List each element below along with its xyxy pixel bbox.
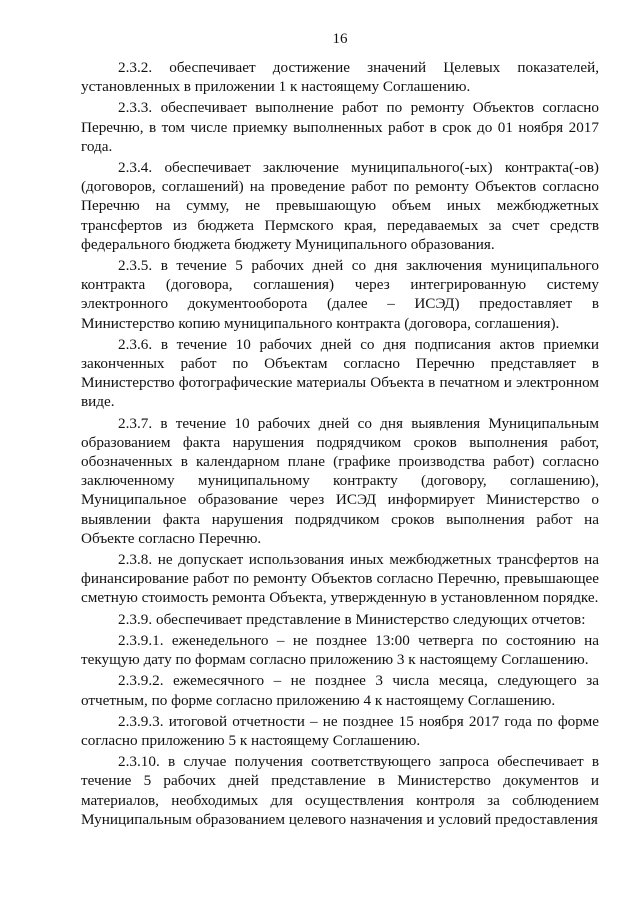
paragraph-2-3-9-2: 2.3.9.2. ежемесячного – не позднее 3 числа месяца, следующего за отчетным, по форме согласно приложению 4 к настоящему Соглашению. (81, 672, 599, 709)
paragraph-2-3-8: 2.3.8. не допускает использования иных межбюджетных трансфертов на финансирование работ по ремонту Объектов согласно Перечню, превышающее сметную стоимость ремонта Объекта, утвержденную в установленном порядке. (81, 551, 599, 607)
paragraph-2-3-10: 2.3.10. в случае получения соответствующего запроса обеспечивает в течение 5 рабочих дней представление в Министерство документов и материалов, необходимых для осуществления контроля за соблюдением Муниципальным образованием целевого назначения и условий предоставления (81, 753, 599, 828)
paragraph-2-3-5: 2.3.5. в течение 5 рабочих дней со дня заключения муниципального контракта (договора, соглашения) через интегрированную систему электронного документооборота (далее – ИСЭД) предоставляет в Министерство копию муниципального контракта (договора, соглашения). (81, 257, 599, 332)
paragraph-2-3-9-1: 2.3.9.1. еженедельного – не позднее 13:00 четверга по состоянию на текущую дату по формам согласно приложению 3 к настоящему Соглашению. (81, 631, 599, 669)
paragraph-2-3-9: 2.3.9. обеспечивает представление в Министерство следующих отчетов: (118, 610, 586, 628)
paragraph-2-3-7: 2.3.7. в течение 10 рабочих дней со дня выявления Муниципальным образованием факта нарушения подрядчиком сроков выполнения работ, обозначенных в календарном плане (графике производства работ) согласно заключенному муниципальному контракту (договору, соглашению), Муниципальное образование через ИСЭД информирует Министерство о выявлении факта нарушения подрядчиком сроков выполнения работ на Объекте согласно Перечню. (81, 414, 599, 547)
paragraph-2-3-3: 2.3.3. обеспечивает выполнение работ по ремонту Объектов согласно Перечню, в том числе приемку выполненных работ в срок до 01 ноября 2017 года. (81, 99, 599, 155)
paragraph-2-3-6: 2.3.6. в течение 10 рабочих дней со дня подписания актов приемки законченных работ по Объектам согласно Перечню представляет в Министерство фотографические материалы Объекта в печатном и электронном виде. (81, 335, 599, 411)
paragraph-2-3-4: 2.3.4. обеспечивает заключение муниципального(-ых) контракта(-ов) (договоров, соглашений) на проведение работ по ремонту Объектов согласно Перечню на сумму, не превышающую объем иных межбюджетных трансфертов из бюджета Пермского края, передаваемых за счет средств федерального бюджета бюджету Муниципального образования. (81, 159, 599, 253)
page-number: 16 (332, 31, 348, 47)
paragraph-2-3-9-3: 2.3.9.3. итоговой отчетности – не позднее 15 ноября 2017 года по форме согласно приложению 5 к настоящему Соглашению. (81, 712, 599, 749)
paragraph-2-3-2: 2.3.2. обеспечивает достижение значений Целевых показателей, установленных в приложении 1 к настоящему Соглашению. (81, 59, 599, 96)
document-page (81, 30, 599, 831)
